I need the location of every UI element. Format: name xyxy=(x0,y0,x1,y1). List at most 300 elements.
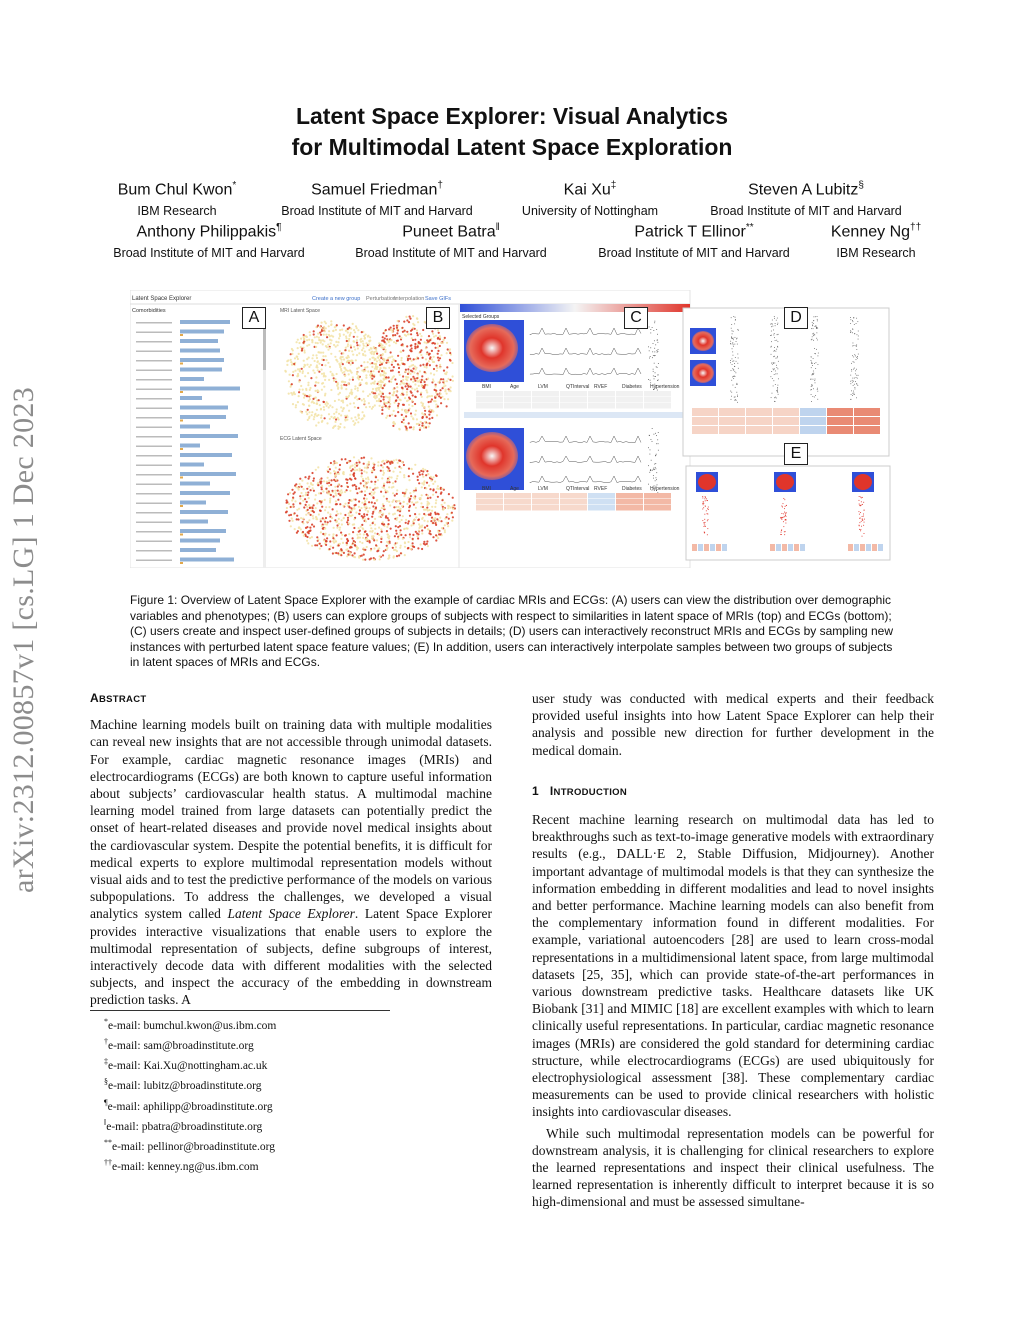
scatter-point xyxy=(393,556,395,558)
perturbation-dot xyxy=(856,397,857,398)
perturbation-dot xyxy=(772,364,773,365)
panel-label-a: A xyxy=(242,307,266,329)
scatter-point xyxy=(408,422,410,424)
perturbation-dot xyxy=(772,324,773,325)
scatter-point xyxy=(308,476,310,478)
scatter-point xyxy=(421,526,423,528)
perturbation-dot xyxy=(735,317,736,318)
scatter-point xyxy=(294,370,296,372)
table-cell xyxy=(504,493,531,499)
scatter-point xyxy=(377,487,379,489)
scatter-point xyxy=(449,352,451,354)
scatter-point xyxy=(392,369,394,371)
scatter-point xyxy=(306,364,308,366)
scatter-point xyxy=(444,502,446,504)
table-cell xyxy=(588,391,615,397)
scatter-point xyxy=(411,387,413,389)
scatter-point xyxy=(369,358,371,360)
interp-dot xyxy=(864,519,865,520)
scatter-point xyxy=(373,466,375,468)
scatter-point xyxy=(349,467,351,469)
scatter-point xyxy=(366,467,368,469)
scatter-point xyxy=(299,502,301,504)
scatter-point xyxy=(299,495,301,497)
scatter-point xyxy=(421,486,423,488)
scatter-point xyxy=(386,490,388,492)
scatter-point xyxy=(411,337,413,339)
scatter-point xyxy=(429,364,431,366)
scatter-point xyxy=(380,395,382,397)
scatter-point xyxy=(377,465,379,467)
scatter-point xyxy=(292,520,294,522)
scatter-point xyxy=(452,497,454,499)
interp-dot xyxy=(708,507,709,508)
scatter-point xyxy=(288,503,290,505)
scatter-point xyxy=(362,343,364,345)
scatter-point xyxy=(311,545,313,547)
scatter-point xyxy=(344,514,346,516)
scatter-point xyxy=(393,388,395,390)
ecg-dot xyxy=(658,443,659,444)
perturbation-dot xyxy=(731,370,732,371)
interp-dot xyxy=(784,531,785,532)
scatter-point xyxy=(430,372,432,374)
perturbation-cell xyxy=(746,417,772,425)
scatter-point xyxy=(351,554,353,556)
scatter-point xyxy=(365,377,367,379)
perturbation-dot xyxy=(858,339,859,340)
comorbidity-bar-accent xyxy=(180,391,183,393)
table-cell xyxy=(504,403,531,409)
scatter-point xyxy=(335,467,337,469)
scatter-point xyxy=(379,364,381,366)
scatter-point xyxy=(374,368,376,370)
scatter-point xyxy=(330,494,332,496)
scatter-point xyxy=(324,364,326,366)
scatter-point xyxy=(397,355,399,357)
scatter-point xyxy=(362,353,364,355)
ecg-dot xyxy=(649,454,650,455)
scatter-point xyxy=(336,510,338,512)
perturbation-dot xyxy=(732,330,733,331)
table-header: BMI xyxy=(482,384,491,390)
table-cell xyxy=(532,403,559,409)
scatter-point xyxy=(379,555,381,557)
scatter-point xyxy=(335,359,337,361)
scatter-point xyxy=(375,388,377,390)
scatter-point xyxy=(415,396,417,398)
perturbation-dot xyxy=(730,391,731,392)
scatter-point xyxy=(289,374,291,376)
scatter-point xyxy=(334,400,336,402)
scatter-point xyxy=(391,331,393,333)
ecg-dot xyxy=(654,434,655,435)
perturbation-dot xyxy=(778,361,779,362)
footnote-text: e-mail: sam@broadinstitute.org xyxy=(108,1039,254,1052)
scatter-point xyxy=(390,528,392,530)
scatter-point xyxy=(307,491,309,493)
scatter-point xyxy=(320,482,322,484)
perturbation-dot xyxy=(733,385,734,386)
scatter-point xyxy=(374,518,376,520)
scatter-point xyxy=(378,534,380,536)
figure-1 xyxy=(130,290,894,568)
scatter-point xyxy=(448,350,450,352)
perturbation-dot xyxy=(814,348,815,349)
perturbation-dot xyxy=(856,318,857,319)
scatter-point xyxy=(427,497,429,499)
scatter-point xyxy=(361,457,363,459)
scatter-point xyxy=(386,530,388,532)
perturbation-dot xyxy=(857,384,858,385)
scatter-point xyxy=(316,409,318,411)
scatter-point xyxy=(348,514,350,516)
scatter-point xyxy=(329,520,331,522)
scatter-point xyxy=(409,533,411,535)
scatter-point xyxy=(304,375,306,377)
scatter-point xyxy=(417,357,419,359)
scatter-point xyxy=(325,322,327,324)
scatter-point xyxy=(341,534,343,536)
ecg-dot xyxy=(656,472,657,473)
scatter-point xyxy=(400,467,402,469)
interp-dot xyxy=(707,514,708,515)
scatter-point xyxy=(405,415,407,417)
perturbation-dot xyxy=(774,318,775,319)
table-cell xyxy=(504,499,531,505)
interp-dot xyxy=(860,529,861,530)
scatter-point xyxy=(369,493,371,495)
scatter-point xyxy=(353,540,355,542)
scatter-point xyxy=(409,515,411,517)
scatter-point xyxy=(388,398,390,400)
scatter-point xyxy=(392,513,394,515)
scatter-point xyxy=(354,545,356,547)
scatter-point xyxy=(372,511,374,513)
footnote-rule xyxy=(90,1010,390,1011)
scatter-point xyxy=(435,347,437,349)
scatter-point xyxy=(395,506,397,508)
scatter-point xyxy=(351,500,353,502)
scatter-point xyxy=(426,525,428,527)
scatter-point xyxy=(329,366,331,368)
scatter-point xyxy=(364,485,366,487)
scatter-point xyxy=(340,414,342,416)
scatter-point xyxy=(338,523,340,525)
perturbation-dot xyxy=(851,331,852,332)
scatter-point xyxy=(436,365,438,367)
scatter-point xyxy=(299,389,301,391)
perturbation-cell xyxy=(746,408,772,416)
scatter-point xyxy=(425,426,427,428)
scatter-point xyxy=(392,482,394,484)
scatter-point xyxy=(424,371,426,373)
scatter-point xyxy=(315,376,317,378)
scatter-point xyxy=(444,373,446,375)
scatter-point xyxy=(317,390,319,392)
interp-dot xyxy=(703,507,704,508)
scatter-point xyxy=(363,414,365,416)
scatter-point xyxy=(393,325,395,327)
interp-dot xyxy=(784,499,785,500)
scatter-point xyxy=(323,359,325,361)
scatter-point xyxy=(359,541,361,543)
scatter-point xyxy=(386,406,388,408)
table-cell xyxy=(532,391,559,397)
scatter-point xyxy=(318,363,320,365)
scatter-point xyxy=(446,513,448,515)
author xyxy=(281,176,473,220)
perturbation-dot xyxy=(774,347,775,348)
scatter-point xyxy=(417,423,419,425)
scatter-point xyxy=(402,538,404,540)
perturbation-dot xyxy=(851,390,852,391)
scatter-point xyxy=(312,515,314,517)
scatter-point xyxy=(385,367,387,369)
perturbation-dot xyxy=(771,331,772,332)
perturbation-dot xyxy=(858,336,859,337)
scatter-point xyxy=(388,361,390,363)
scatter-point xyxy=(380,464,382,466)
scatter-point xyxy=(334,378,336,380)
scatter-point xyxy=(315,390,317,392)
perturbation-dot xyxy=(818,364,819,365)
scatter-point xyxy=(339,335,341,337)
scatter-point xyxy=(380,386,382,388)
scatter-point xyxy=(352,524,354,526)
interp-dot xyxy=(783,521,784,522)
scatter-point xyxy=(347,550,349,552)
scatter-point xyxy=(412,381,414,383)
scatter-point xyxy=(304,351,306,353)
scatter-point xyxy=(291,353,293,355)
scatter-point xyxy=(308,504,310,506)
scatter-point xyxy=(434,389,436,391)
comorbidity-bar xyxy=(180,330,224,334)
perturbation-dot xyxy=(812,363,813,364)
scatter-point xyxy=(411,468,413,470)
table-cell xyxy=(476,391,503,397)
comorbidity-bar xyxy=(180,368,222,372)
scatter-point xyxy=(417,519,419,521)
scatter-point xyxy=(361,502,363,504)
right-column xyxy=(532,690,934,1211)
scatter-point xyxy=(397,329,399,331)
perturbation-dot xyxy=(772,320,773,321)
scatter-point xyxy=(321,389,323,391)
footnote-mark: ‖ xyxy=(104,1117,107,1127)
perturbation-dot xyxy=(852,395,853,396)
scatter-point xyxy=(327,521,329,523)
author xyxy=(118,176,237,220)
scatter-point xyxy=(337,417,339,419)
scatter-point xyxy=(354,331,356,333)
interp-dot xyxy=(859,529,860,530)
perturbation-dot xyxy=(774,316,775,317)
scatter-point xyxy=(407,386,409,388)
perturbation-dot xyxy=(816,338,817,339)
scatter-point xyxy=(333,527,335,529)
scatter-point xyxy=(400,394,402,396)
author-mark: ** xyxy=(745,222,754,233)
scatter-point xyxy=(350,346,352,348)
scatter-point xyxy=(426,470,428,472)
perturbation-dot xyxy=(810,390,811,391)
scatter-point xyxy=(324,379,326,381)
table-cell xyxy=(644,505,671,511)
scatter-point xyxy=(343,358,345,360)
scatter-point xyxy=(329,418,331,420)
interp-dot xyxy=(780,517,781,518)
scatter-point xyxy=(417,373,419,375)
scatter-point xyxy=(375,348,377,350)
interp-dot xyxy=(862,520,863,521)
ecg-dot xyxy=(654,351,655,352)
scatter-point xyxy=(346,542,348,544)
scatter-point xyxy=(380,491,382,493)
scatter-point xyxy=(345,388,347,390)
author-mark: ¶ xyxy=(276,222,282,233)
scatter-point xyxy=(389,463,391,465)
ecg-dot xyxy=(653,371,654,372)
perturbation-dot xyxy=(777,387,778,388)
perturbation-dot xyxy=(731,324,732,325)
perturbation-dot xyxy=(775,340,776,341)
footnote-mark: ¶ xyxy=(104,1097,108,1107)
scatter-point xyxy=(413,546,415,548)
scatter-point xyxy=(421,379,423,381)
interp-dot xyxy=(707,513,708,514)
scatter-point xyxy=(382,460,384,462)
scatter-point xyxy=(432,410,434,412)
scatter-point xyxy=(352,379,354,381)
scatter-point xyxy=(302,518,304,520)
scatter-point xyxy=(335,418,337,420)
table-cell xyxy=(644,403,671,409)
perturbation-dot xyxy=(737,363,738,364)
perturbation-dot xyxy=(776,320,777,321)
scatter-point xyxy=(370,549,372,551)
interp-dot xyxy=(786,516,787,517)
scatter-point xyxy=(310,483,312,485)
scatter-point xyxy=(374,509,376,511)
scatter-point xyxy=(414,513,416,515)
perturbation-dot xyxy=(774,350,775,351)
scatter-point xyxy=(385,329,387,331)
scatter-point xyxy=(330,353,332,355)
scatter-point xyxy=(359,533,361,535)
scatter-point xyxy=(367,361,369,363)
scatter-point xyxy=(353,329,355,331)
scatter-point xyxy=(395,399,397,401)
perturbation-cell xyxy=(800,417,826,425)
scatter-point xyxy=(338,363,340,365)
ecg-dot xyxy=(653,376,654,377)
scatter-point xyxy=(424,410,426,412)
scatter-point xyxy=(357,329,359,331)
perturbation-dot xyxy=(855,355,856,356)
scatter-point xyxy=(315,346,317,348)
interp-dot xyxy=(858,511,859,512)
scatter-point xyxy=(371,535,373,537)
perturbation-dot xyxy=(857,334,858,335)
scatter-point xyxy=(315,342,317,344)
scatter-point xyxy=(374,404,376,406)
scatter-point xyxy=(435,513,437,515)
ecg-dot xyxy=(648,484,649,485)
scatter-point xyxy=(373,547,375,549)
scatter-point xyxy=(308,416,310,418)
perturbation-dot xyxy=(856,323,857,324)
scatter-point xyxy=(395,459,397,461)
scatter-point xyxy=(441,499,443,501)
perturbation-dot xyxy=(856,349,857,350)
scatter-point xyxy=(325,540,327,542)
scatter-point xyxy=(377,356,379,358)
scatter-point xyxy=(305,492,307,494)
scatter-point xyxy=(379,558,381,560)
perturbation-dot xyxy=(774,401,775,402)
scatter-point xyxy=(330,342,332,344)
scatter-point xyxy=(332,533,334,535)
interp-heart xyxy=(776,474,794,490)
interp-dot xyxy=(861,497,862,498)
perturbation-dot xyxy=(811,401,812,402)
perturbation-dot xyxy=(775,351,776,352)
scatter-point xyxy=(452,375,454,377)
scatter-point xyxy=(404,546,406,548)
perturbation-dot xyxy=(770,324,771,325)
author xyxy=(710,176,902,220)
scatter-point xyxy=(381,363,383,365)
panel-label-c: C xyxy=(624,307,648,329)
scatter-point xyxy=(291,499,293,501)
scatter-point xyxy=(358,417,360,419)
scatter-point xyxy=(289,492,291,494)
comorbidity-bar xyxy=(180,339,218,343)
scatter-point xyxy=(353,456,355,458)
scatter-point xyxy=(432,342,434,344)
scatter-point xyxy=(383,384,385,386)
scatter-point xyxy=(421,417,423,419)
scatter-point xyxy=(367,370,369,372)
perturbation-dot xyxy=(855,389,856,390)
perturbation-dot xyxy=(818,353,819,354)
scatter-point xyxy=(342,401,344,403)
scatter-point xyxy=(398,367,400,369)
scatter-point xyxy=(398,466,400,468)
scatter-point xyxy=(346,419,348,421)
scatter-point xyxy=(428,414,430,416)
scatter-point xyxy=(354,406,356,408)
scatter-point xyxy=(447,378,449,380)
scatter-point xyxy=(366,546,368,548)
scatter-point xyxy=(393,328,395,330)
scatter-point xyxy=(356,462,358,464)
scatter-point xyxy=(369,524,371,526)
scatter-point xyxy=(332,547,334,549)
scatter-point xyxy=(382,474,384,476)
scatter-point xyxy=(422,357,424,359)
scatter-point xyxy=(292,403,294,405)
scatter-point xyxy=(322,490,324,492)
scatter-point xyxy=(333,463,335,465)
footnote xyxy=(104,1034,276,1054)
scatter-point xyxy=(338,473,340,475)
scatter-point xyxy=(308,486,310,488)
scatter-point xyxy=(411,370,413,372)
scatter-point xyxy=(312,369,314,371)
